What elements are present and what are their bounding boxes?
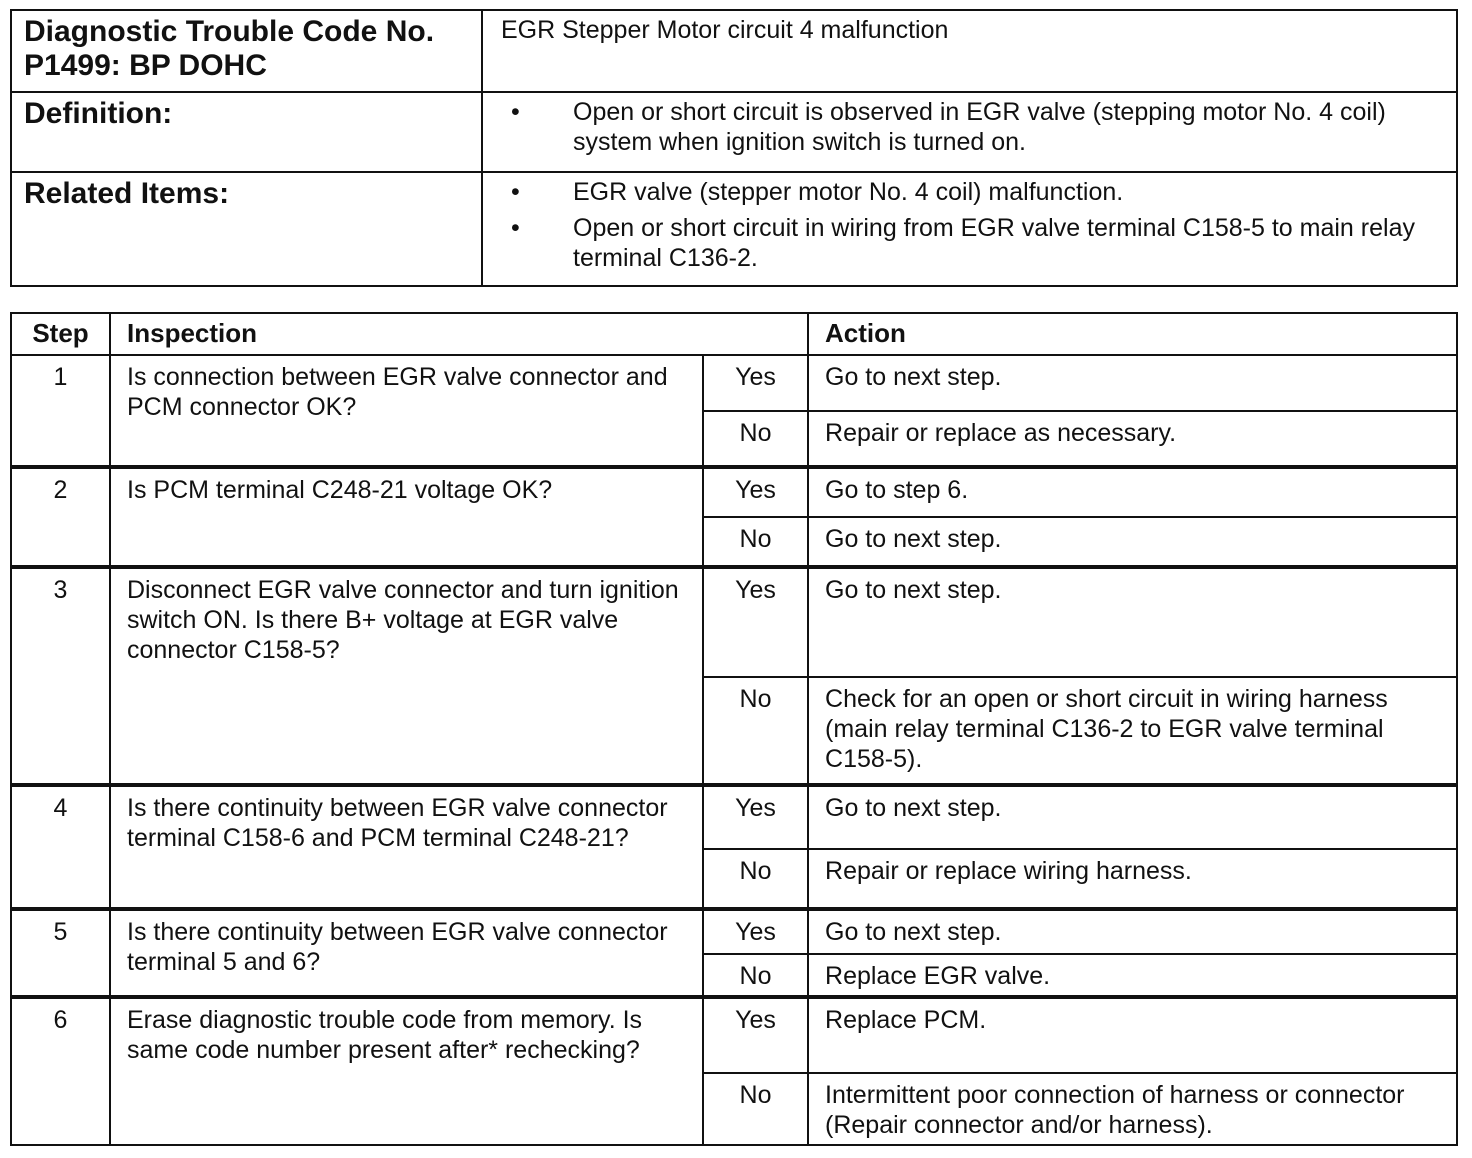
table-row	[11, 467, 1457, 517]
related-items-label: Related Items:	[11, 172, 482, 286]
yes-action: Go to next step.	[808, 355, 1457, 411]
inspection-text: Is PCM terminal C248-21 voltage OK?	[110, 467, 703, 567]
no-label: No	[703, 677, 808, 785]
related-item: • Open or short circuit in wiring from EGR valve terminal C158-5 to main relay terminal C136-2.	[501, 213, 1440, 273]
action-header: Action	[808, 313, 1457, 355]
no-action: Go to next step.	[808, 517, 1457, 567]
dtc-header-table	[10, 9, 1458, 287]
yes-label: Yes	[703, 785, 808, 849]
diagnostic-steps-table	[10, 312, 1458, 1146]
no-action: Repair or replace as necessary.	[808, 411, 1457, 467]
inspection-text: Is there continuity between EGR valve connector terminal C158-6 and PCM terminal C248-21?	[110, 785, 703, 909]
yes-label: Yes	[703, 355, 808, 411]
definition-item: • Open or short circuit is observed in EGR valve (stepping motor No. 4 coil) system when ignition switch is turned on.	[501, 97, 1440, 157]
step-number: 5	[11, 909, 110, 997]
no-action: Check for an open or short circuit in wiring harness (main relay terminal C136-2 to EGR valve terminal C158-5).	[808, 677, 1457, 785]
yes-label: Yes	[703, 997, 808, 1073]
step-number: 6	[11, 997, 110, 1145]
table-header-row	[11, 313, 1457, 355]
inspection-text: Erase diagnostic trouble code from memory. Is same code number present after* rechecking?	[110, 997, 703, 1145]
no-action: Repair or replace wiring harness.	[808, 849, 1457, 909]
table-row	[11, 997, 1457, 1073]
table-row	[11, 567, 1457, 677]
yes-action: Replace PCM.	[808, 997, 1457, 1073]
yes-label: Yes	[703, 567, 808, 677]
no-label: No	[703, 517, 808, 567]
yes-action: Go to next step.	[808, 909, 1457, 954]
no-action: Replace EGR valve.	[808, 954, 1457, 997]
no-action: Intermittent poor connection of harness or connector (Repair connector and/or harness).	[808, 1073, 1457, 1145]
inspection-text: Is there continuity between EGR valve connector terminal 5 and 6?	[110, 909, 703, 997]
definition-label: Definition:	[11, 92, 482, 172]
step-number: 3	[11, 567, 110, 785]
step-number: 4	[11, 785, 110, 909]
no-label: No	[703, 849, 808, 909]
related-items-content	[482, 172, 1457, 286]
yes-label: Yes	[703, 909, 808, 954]
table-row	[11, 355, 1457, 411]
definition-content	[482, 92, 1457, 172]
no-label: No	[703, 954, 808, 997]
inspection-header: Inspection	[110, 313, 808, 355]
inspection-text: Is connection between EGR valve connector and PCM connector OK?	[110, 355, 703, 467]
related-item: • EGR valve (stepper motor No. 4 coil) malfunction.	[501, 177, 1440, 207]
step-number: 1	[11, 355, 110, 467]
table-row	[11, 785, 1457, 849]
inspection-text: Disconnect EGR valve connector and turn ignition switch ON. Is there B+ voltage at EGR valve connector C158-5?	[110, 567, 703, 785]
no-label: No	[703, 1073, 808, 1145]
dtc-code-description: EGR Stepper Motor circuit 4 malfunction	[482, 10, 1457, 92]
step-header: Step	[11, 313, 110, 355]
yes-label: Yes	[703, 467, 808, 517]
dtc-code-label: Diagnostic Trouble Code No. P1499: BP DOHC	[11, 10, 482, 92]
table-row	[11, 909, 1457, 954]
yes-action: Go to next step.	[808, 785, 1457, 849]
yes-action: Go to step 6.	[808, 467, 1457, 517]
no-label: No	[703, 411, 808, 467]
step-number: 2	[11, 467, 110, 567]
yes-action: Go to next step.	[808, 567, 1457, 677]
